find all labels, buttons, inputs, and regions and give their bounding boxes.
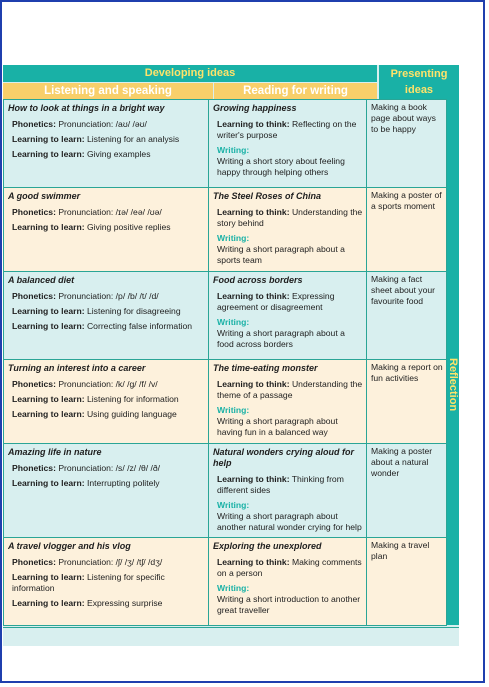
- skill-label: Learning to learn:: [12, 572, 85, 582]
- presenting-task-text: Making a report on fun activities: [371, 362, 443, 383]
- table-row: [4, 444, 447, 538]
- presenting-ideas-cell: [367, 444, 447, 538]
- skill-label: Learning to learn:: [12, 598, 85, 608]
- presenting-ideas-cell: [367, 538, 447, 626]
- skill-label: Phonetics:: [12, 119, 56, 129]
- think-text: Expressing agreement or disagreement: [217, 291, 335, 312]
- reading-writing-cell: [209, 360, 367, 444]
- skill-label: Phonetics:: [12, 557, 56, 567]
- presenting-task-text: Making a book page about ways to be happy: [371, 102, 436, 134]
- table-row: [4, 188, 447, 272]
- writing-label: Writing:: [217, 583, 250, 593]
- skill-label: Learning to learn:: [12, 306, 85, 316]
- skill-text: Listening for specific information: [12, 572, 165, 593]
- skill-text: Pronunciation: /k/ /g/ /f/ /v/: [55, 379, 158, 389]
- writing-label: Writing:: [217, 500, 250, 510]
- skill-label: Learning to learn:: [12, 478, 85, 488]
- listening-skill-line: [12, 306, 205, 317]
- skill-text: Giving positive replies: [84, 222, 171, 232]
- listening-topic-title: A travel vlogger and his vlog: [8, 541, 131, 551]
- reading-writing-cell: [209, 538, 367, 626]
- listening-skill-line: [12, 291, 205, 302]
- skill-label: Learning to learn:: [12, 394, 85, 404]
- reading-writing-cell: [209, 188, 367, 272]
- writing-task-text: Writing a short paragraph about another natural wonder crying for help: [217, 511, 362, 532]
- listening-skill-line: [12, 207, 205, 218]
- writing-task-text: Writing a short paragraph about having fun in a balanced way: [217, 416, 338, 437]
- skill-text: Listening for disagreeing: [84, 306, 181, 316]
- reading-writing-cell: [209, 100, 367, 188]
- reading-topic-title: Food across borders: [213, 275, 303, 285]
- reading-topic-title: Growing happiness: [213, 103, 297, 113]
- think-text: Thinking from different sides: [217, 474, 344, 495]
- reading-writing-cell: [209, 444, 367, 538]
- presenting-task-text: Making a poster about a natural wonder: [371, 446, 433, 478]
- skill-label: Phonetics:: [12, 207, 56, 217]
- presenting-ideas-line-2: ideas: [404, 84, 434, 96]
- writing-label: Writing:: [217, 233, 250, 243]
- syllabus-table: [3, 99, 447, 626]
- skill-text: Pronunciation: /s/ /z/ /θ/ /ð/: [55, 463, 161, 473]
- learning-to-think-line: [217, 557, 363, 579]
- listening-skill-line: [12, 321, 205, 332]
- writing-label: Writing:: [217, 405, 250, 415]
- presenting-ideas-cell: [367, 360, 447, 444]
- listening-skill-line: [12, 149, 205, 160]
- listening-topic-title: A balanced diet: [8, 275, 75, 285]
- listening-speaking-cell: [4, 188, 209, 272]
- table-row: [4, 100, 447, 188]
- reflection-label: [447, 358, 459, 374]
- skill-label: Phonetics:: [12, 291, 56, 301]
- presenting-ideas-cell: [367, 100, 447, 188]
- writing-task-text: Writing a short story about feeling happy through helping others: [217, 156, 345, 177]
- think-label: Learning to think:: [217, 291, 290, 301]
- listening-skill-line: [12, 557, 205, 568]
- listening-skill-line: [12, 394, 205, 405]
- learning-to-think-line: [217, 474, 363, 496]
- learning-to-think-line: [217, 379, 363, 401]
- listening-speaking-cell: [4, 100, 209, 188]
- skill-label: Phonetics:: [12, 379, 56, 389]
- listening-topic-title: How to look at things in a bright way: [8, 103, 165, 113]
- presenting-ideas-cell: [367, 272, 447, 360]
- writing-task-text: Writing a short introduction to another great traveller: [217, 594, 361, 615]
- think-label: Learning to think:: [217, 474, 290, 484]
- think-text: Understanding the story behind: [217, 207, 363, 228]
- listening-speaking-header: Listening and speaking: [3, 83, 213, 99]
- skill-label: Learning to learn:: [12, 222, 85, 232]
- think-label: Learning to think:: [217, 379, 290, 389]
- reading-topic-title: Natural wonders crying aloud for help: [213, 447, 355, 468]
- listening-topic-title: Amazing life in nature: [8, 447, 102, 457]
- skill-label: Learning to learn:: [12, 149, 85, 159]
- skill-text: Pronunciation: /aʊ/ /əʊ/: [55, 119, 147, 129]
- skill-text: Listening for an analysis: [84, 134, 180, 144]
- listening-speaking-cell: [4, 360, 209, 444]
- presenting-ideas-line-1: Presenting: [390, 68, 448, 80]
- presenting-task-text: Making a travel plan: [371, 540, 430, 561]
- skill-label: Learning to learn:: [12, 134, 85, 144]
- skill-text: Listening for information: [84, 394, 179, 404]
- reflection-bar: [446, 87, 459, 625]
- skill-label: Phonetics:: [12, 463, 56, 473]
- skill-text: Giving examples: [84, 149, 151, 159]
- learning-to-think-line: [217, 207, 363, 229]
- think-text: Reflecting on the writer's purpose: [217, 119, 357, 140]
- table-row: [4, 538, 447, 626]
- listening-topic-title: A good swimmer: [8, 191, 81, 201]
- think-label: Learning to think:: [217, 207, 290, 217]
- listening-speaking-cell: [4, 444, 209, 538]
- listening-skill-line: [12, 134, 205, 145]
- skill-label: Learning to learn:: [12, 409, 85, 419]
- skill-text: Pronunciation: /p/ /b/ /t/ /d/: [55, 291, 159, 301]
- presenting-task-text: Making a poster of a sports moment: [371, 190, 442, 211]
- reading-topic-title: The Steel Roses of China: [213, 191, 322, 201]
- writing-label: Writing:: [217, 317, 250, 327]
- listening-skill-line: [12, 598, 205, 609]
- reading-writing-header: Reading for writing: [214, 83, 377, 99]
- skill-text: Pronunciation: /ɪə/ /eə/ /ʊə/: [55, 207, 162, 217]
- table-row: [4, 360, 447, 444]
- listening-skill-line: [12, 409, 205, 420]
- reading-topic-title: Exploring the unexplored: [213, 541, 322, 551]
- listening-topic-title: Turning an interest into a career: [8, 363, 146, 373]
- presenting-ideas-cell: [367, 188, 447, 272]
- skill-label: Learning to learn:: [12, 321, 85, 331]
- think-label: Learning to think:: [217, 557, 290, 567]
- think-label: Learning to think:: [217, 119, 290, 129]
- skill-text: Using guiding language: [84, 409, 177, 419]
- listening-skill-line: [12, 379, 205, 390]
- skill-text: Correcting false information: [84, 321, 193, 331]
- writing-task-text: Writing a short paragraph about a food across borders: [217, 328, 345, 349]
- listening-skill-line: [12, 463, 205, 474]
- skill-text: Pronunciation: /ʃ/ /ʒ/ /tʃ/ /dʒ/: [55, 557, 163, 567]
- listening-speaking-cell: [4, 538, 209, 626]
- listening-skill-line: [12, 478, 205, 489]
- listening-skill-line: [12, 119, 205, 130]
- reading-topic-title: The time-eating monster: [213, 363, 318, 373]
- listening-skill-line: [12, 222, 205, 233]
- writing-task-text: Writing a short paragraph about a sports team: [217, 244, 345, 265]
- reading-writing-cell: [209, 272, 367, 360]
- learning-to-think-line: [217, 119, 363, 141]
- writing-label: Writing:: [217, 145, 250, 155]
- developing-ideas-header: Developing ideas: [3, 65, 377, 82]
- listening-speaking-cell: [4, 272, 209, 360]
- skill-text: Expressing surprise: [84, 598, 163, 608]
- table-footer-band: [3, 627, 459, 646]
- table-row: [4, 272, 447, 360]
- skill-text: Interrupting politely: [84, 478, 160, 488]
- presenting-task-text: Making a fact sheet about your favourite food: [371, 274, 436, 306]
- learning-to-think-line: [217, 291, 363, 313]
- listening-skill-line: [12, 572, 205, 594]
- think-text: Making comments on a person: [217, 557, 362, 578]
- think-text: Understanding the theme of a passage: [217, 379, 363, 400]
